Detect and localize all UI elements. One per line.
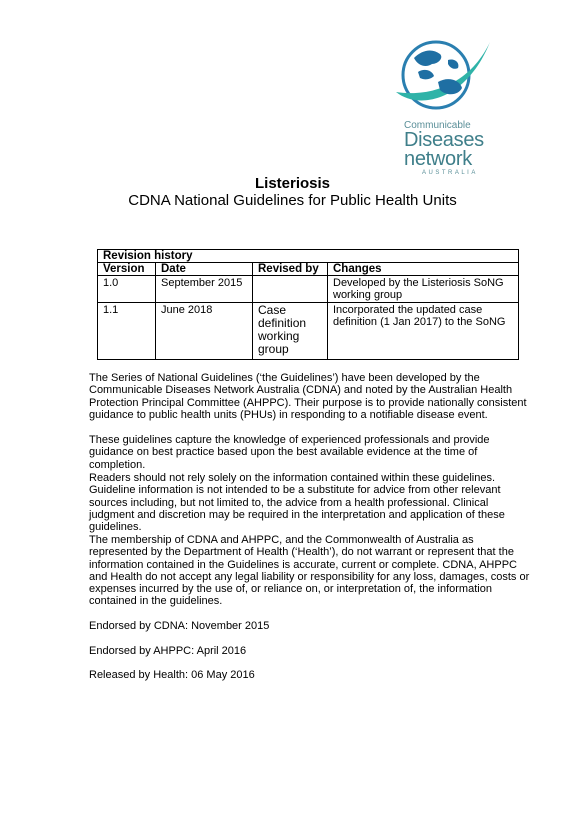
logo-text-communicable: Communicable	[404, 120, 471, 131]
header-date: Date	[156, 263, 253, 276]
revision-header-row	[98, 263, 519, 276]
logo-text-australia: AUSTRALIA	[422, 170, 478, 176]
paragraph-text: Readers should not rely solely on the information contained within these guidelines. Guideline information is not intended to be a substitute for advice from other relevant sources including, but not limited to, the advice from a health professional. Clinical judgment and discretion may be required in the interpretation and application of these guidelines.	[89, 472, 505, 534]
endorsed-cdna: Endorsed by CDNA: November 2015	[89, 620, 270, 632]
paragraph-disclaimer	[89, 534, 535, 608]
table-row	[98, 303, 519, 360]
globe-icon	[388, 28, 498, 123]
table-row	[98, 276, 519, 303]
paragraph-readers	[89, 472, 535, 533]
cdna-logo	[388, 28, 498, 178]
header-revised-by: Revised by	[253, 263, 328, 276]
document-subtitle: CDNA National Guidelines for Public Health Units	[128, 192, 457, 209]
header-changes: Changes	[328, 263, 519, 276]
cell-version: 1.0	[98, 276, 156, 303]
paragraph-guidance	[89, 434, 535, 471]
paragraph-text: These guidelines capture the knowledge of experienced professionals and provide guidance on best practice based upon the best available evidence at the time of completion.	[89, 434, 490, 471]
revision-history-table	[97, 249, 519, 360]
paragraph-text: The Series of National Guidelines (‘the Guidelines’) have been developed by the Communicable Diseases Network Australia (CDNA) and noted by the Australian Health Protection Principal Committee (AHPPC). Their purpose is to provide nationally consistent guidance to public health units (PHUs) in responding to a notifiable disease event.	[89, 372, 527, 421]
cell-revised-by	[253, 276, 328, 303]
paragraph-series	[89, 372, 535, 421]
cell-version: 1.1	[98, 303, 156, 360]
cell-date: June 2018	[156, 303, 253, 360]
endorsed-ahppc: Endorsed by AHPPC: April 2016	[89, 645, 247, 657]
cell-revised-by: Case definition working group	[253, 303, 328, 360]
cell-date: September 2015	[156, 276, 253, 303]
paragraph-text: The membership of CDNA and AHPPC, and the Commonwealth of Australia as represented by the Department of Health (‘Health’), do not warrant or represent that the information contained in the Guidelines is accurate, current or complete. CDNA, AHPPC and Health do not accept any legal liability or responsibility for any loss, damages, costs or expenses incurred by the use of, or reliance on, or interpretation of, the information contained in the guidelines.	[89, 534, 530, 608]
logo-text-diseases: Diseases	[404, 129, 484, 151]
cell-changes: Developed by the Listeriosis SoNG working group	[328, 276, 519, 303]
logo-text-network: network	[404, 148, 472, 170]
cell-changes: Incorporated the updated case definition (1 Jan 2017) to the SoNG	[328, 303, 519, 360]
released-health: Released by Health: 06 May 2016	[89, 669, 255, 681]
header-version: Version	[98, 263, 156, 276]
document-title: Listeriosis	[254, 175, 331, 192]
revision-table-caption: Revision history	[98, 250, 519, 263]
